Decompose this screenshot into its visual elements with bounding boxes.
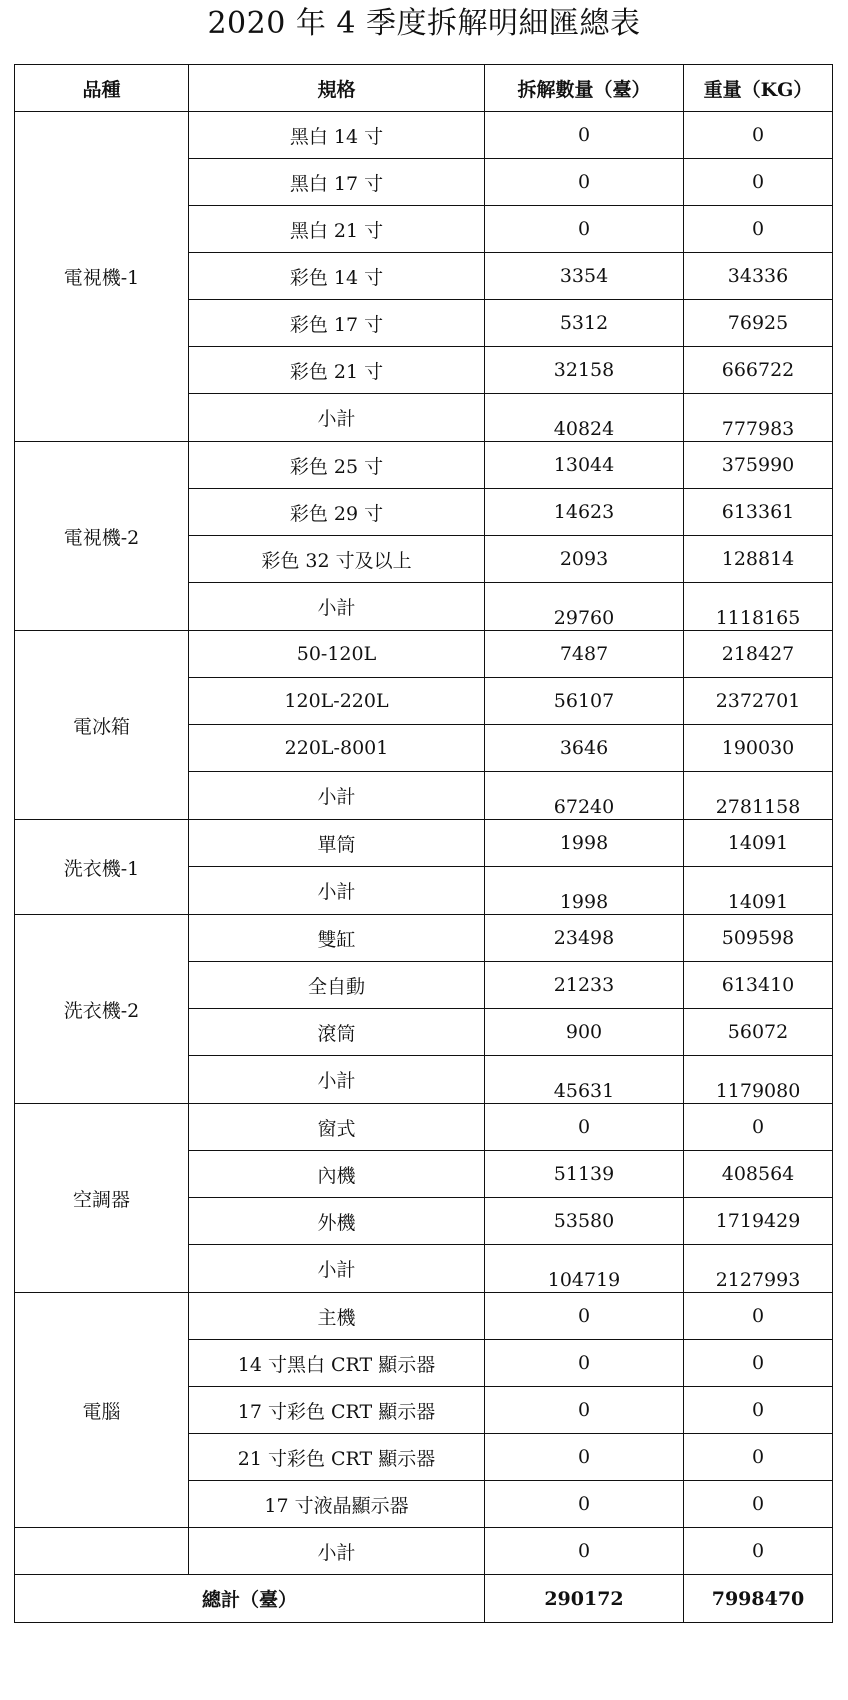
spec-cell: 21 寸彩色 CRT 顯示器 (189, 1434, 485, 1481)
spec-cell: 彩色 21 寸 (189, 347, 485, 394)
weight-cell: 408564 (684, 1151, 833, 1198)
subtotal-label: 小計 (189, 772, 485, 820)
quantity-cell: 2093 (485, 536, 684, 583)
total-quantity: 290172 (485, 1575, 684, 1623)
category-cell: 電視機-1 (15, 112, 189, 442)
weight-cell: 0 (684, 112, 833, 159)
quantity-cell: 0 (485, 1340, 684, 1387)
spec-cell: 220L-8001 (189, 725, 485, 772)
subtotal-weight: 14091 (684, 867, 833, 915)
header-category: 品種 (15, 65, 189, 112)
weight-cell: 76925 (684, 300, 833, 347)
weight-cell: 509598 (684, 915, 833, 962)
quantity-cell: 21233 (485, 962, 684, 1009)
category-cell-empty (15, 1528, 189, 1575)
subtotal-weight: 2781158 (684, 772, 833, 820)
weight-cell: 56072 (684, 1009, 833, 1056)
subtotal-quantity: 1998 (485, 867, 684, 915)
subtotal-quantity: 104719 (485, 1245, 684, 1293)
spec-cell: 彩色 17 寸 (189, 300, 485, 347)
spec-cell: 彩色 32 寸及以上 (189, 536, 485, 583)
table-body (15, 112, 833, 1623)
table-row (15, 1293, 833, 1340)
quantity-cell: 0 (485, 112, 684, 159)
spec-cell: 黑白 17 寸 (189, 159, 485, 206)
spec-cell: 17 寸彩色 CRT 顯示器 (189, 1387, 485, 1434)
quantity-cell: 0 (485, 159, 684, 206)
category-cell: 電冰箱 (15, 631, 189, 820)
subtotal-weight: 0 (684, 1528, 833, 1575)
spec-cell: 單筒 (189, 820, 485, 867)
weight-cell: 0 (684, 1104, 833, 1151)
spec-cell: 黑白 21 寸 (189, 206, 485, 253)
weight-cell: 613410 (684, 962, 833, 1009)
spec-cell: 彩色 29 寸 (189, 489, 485, 536)
quantity-cell: 32158 (485, 347, 684, 394)
quantity-cell: 0 (485, 206, 684, 253)
quantity-cell: 3354 (485, 253, 684, 300)
subtotal-row (15, 1528, 833, 1575)
spec-cell: 雙缸 (189, 915, 485, 962)
weight-cell: 0 (684, 1293, 833, 1340)
subtotal-weight: 1179080 (684, 1056, 833, 1104)
quantity-cell: 13044 (485, 442, 684, 489)
quantity-cell: 7487 (485, 631, 684, 678)
subtotal-quantity: 40824 (485, 394, 684, 442)
subtotal-quantity: 0 (485, 1528, 684, 1575)
subtotal-quantity: 67240 (485, 772, 684, 820)
spec-cell: 窗式 (189, 1104, 485, 1151)
header-spec: 規格 (189, 65, 485, 112)
quantity-cell: 0 (485, 1481, 684, 1528)
spec-cell: 14 寸黑白 CRT 顯示器 (189, 1340, 485, 1387)
spec-cell: 內機 (189, 1151, 485, 1198)
quantity-cell: 56107 (485, 678, 684, 725)
total-label: 總計（臺） (15, 1575, 485, 1623)
table-row (15, 112, 833, 159)
weight-cell: 34336 (684, 253, 833, 300)
subtotal-label: 小計 (189, 1056, 485, 1104)
disassembly-summary-table (14, 64, 833, 1623)
weight-cell: 2372701 (684, 678, 833, 725)
header-row (15, 65, 833, 112)
spec-cell: 彩色 14 寸 (189, 253, 485, 300)
weight-cell: 0 (684, 1340, 833, 1387)
subtotal-weight: 777983 (684, 394, 833, 442)
spec-cell: 黑白 14 寸 (189, 112, 485, 159)
weight-cell: 1719429 (684, 1198, 833, 1245)
category-cell: 空調器 (15, 1104, 189, 1293)
category-cell: 洗衣機-2 (15, 915, 189, 1104)
spec-cell: 彩色 25 寸 (189, 442, 485, 489)
total-row (15, 1575, 833, 1623)
table-row (15, 1104, 833, 1151)
quantity-cell: 53580 (485, 1198, 684, 1245)
header-quantity: 拆解數量（臺） (485, 65, 684, 112)
weight-cell: 613361 (684, 489, 833, 536)
weight-cell: 190030 (684, 725, 833, 772)
category-cell: 洗衣機-1 (15, 820, 189, 915)
category-cell: 電視機-2 (15, 442, 189, 631)
quantity-cell: 0 (485, 1293, 684, 1340)
table-row (15, 442, 833, 489)
quantity-cell: 5312 (485, 300, 684, 347)
subtotal-label: 小計 (189, 394, 485, 442)
category-cell: 電腦 (15, 1293, 189, 1528)
quantity-cell: 0 (485, 1387, 684, 1434)
spec-cell: 120L-220L (189, 678, 485, 725)
spec-cell: 全自動 (189, 962, 485, 1009)
weight-cell: 14091 (684, 820, 833, 867)
spec-cell: 外機 (189, 1198, 485, 1245)
weight-cell: 0 (684, 1387, 833, 1434)
quantity-cell: 900 (485, 1009, 684, 1056)
quantity-cell: 51139 (485, 1151, 684, 1198)
subtotal-quantity: 29760 (485, 583, 684, 631)
quantity-cell: 3646 (485, 725, 684, 772)
weight-cell: 218427 (684, 631, 833, 678)
spec-cell: 滾筒 (189, 1009, 485, 1056)
total-weight: 7998470 (684, 1575, 833, 1623)
weight-cell: 0 (684, 1481, 833, 1528)
quantity-cell: 1998 (485, 820, 684, 867)
table-row (15, 631, 833, 678)
subtotal-label: 小計 (189, 1245, 485, 1293)
quantity-cell: 0 (485, 1434, 684, 1481)
header-weight: 重量（KG） (684, 65, 833, 112)
spec-cell: 50-120L (189, 631, 485, 678)
spec-cell: 主機 (189, 1293, 485, 1340)
subtotal-weight: 2127993 (684, 1245, 833, 1293)
subtotal-quantity: 45631 (485, 1056, 684, 1104)
spec-cell: 17 寸液晶顯示器 (189, 1481, 485, 1528)
subtotal-label: 小計 (189, 867, 485, 915)
weight-cell: 128814 (684, 536, 833, 583)
weight-cell: 375990 (684, 442, 833, 489)
quantity-cell: 0 (485, 1104, 684, 1151)
subtotal-label: 小計 (189, 1528, 485, 1575)
table-row (15, 915, 833, 962)
page-title: 2020 年 4 季度拆解明細匯總表 (207, 6, 641, 41)
table-row (15, 820, 833, 867)
weight-cell: 0 (684, 206, 833, 253)
quantity-cell: 14623 (485, 489, 684, 536)
subtotal-label: 小計 (189, 583, 485, 631)
weight-cell: 666722 (684, 347, 833, 394)
subtotal-weight: 1118165 (684, 583, 833, 631)
quantity-cell: 23498 (485, 915, 684, 962)
weight-cell: 0 (684, 1434, 833, 1481)
weight-cell: 0 (684, 159, 833, 206)
